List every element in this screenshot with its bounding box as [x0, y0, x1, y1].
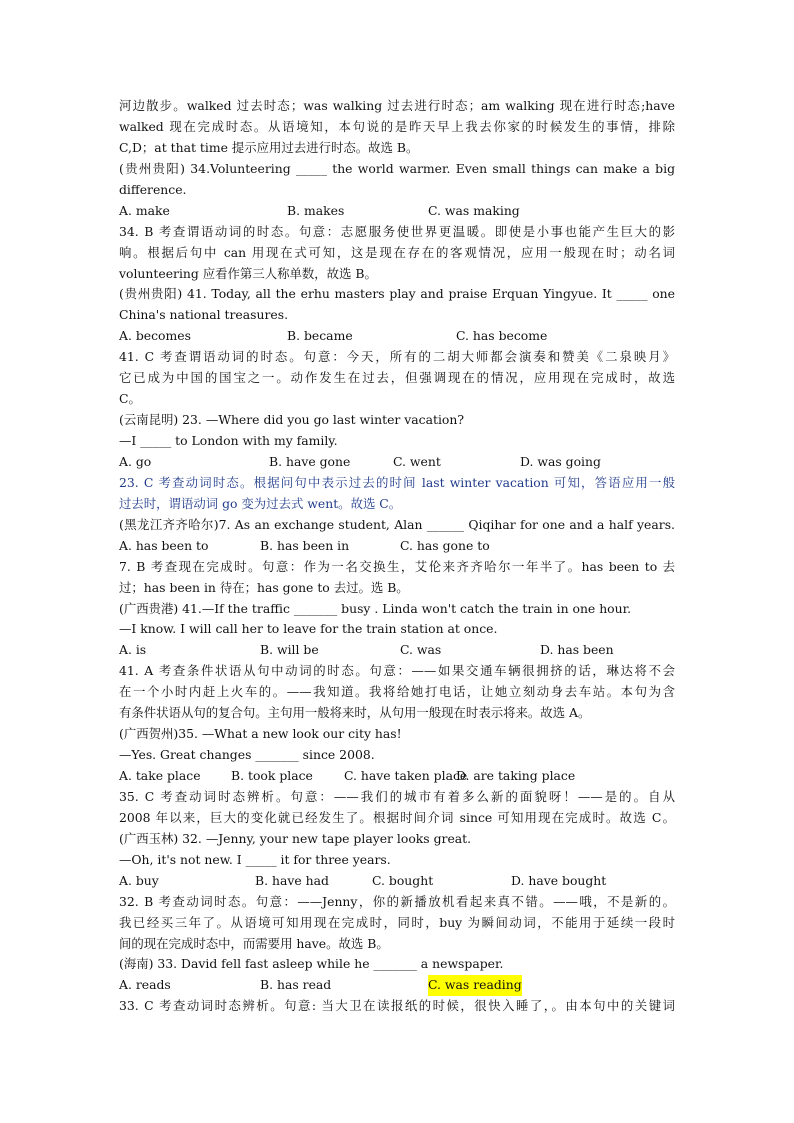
- option-d: D. have bought: [511, 872, 607, 888]
- options-q34: [119, 201, 675, 222]
- text-line: walked 现在完成时态。从语境知，本句说的是昨天早上我去你家的时候发生的事情，排除: [119, 118, 675, 134]
- text-line: 我已经买三年了。从语境可知用现在完成时，同时，buy 为瞬间动词，不能用于延续一段时: [119, 914, 675, 930]
- option-a: A. take place: [119, 768, 201, 783]
- option-d: D. are taking place: [456, 768, 576, 783]
- question-41: (贵州贵阳) 41. Today, all the erhu masters play and praise Erquan Yingyue. It _____ one: [119, 286, 675, 302]
- option-b: B. will be: [260, 642, 319, 658]
- option-b: B. has been in: [260, 537, 350, 553]
- question-34: (贵州贵阳) 34.Volunteering _____ the world warmer. Even small things can make a big: [119, 160, 675, 176]
- option-d: D. was going: [520, 453, 601, 469]
- document-page: [119, 96, 675, 1017]
- question-33: (海南) 33. David fell fast asleep while he _______ a newspaper.: [119, 956, 504, 972]
- option-c-highlighted: C. was reading: [428, 975, 522, 996]
- text-line: 它已成为中国的国宝之一。动作发生在过去，但强调现在的情况，应用现在完成时，故选: [119, 370, 675, 386]
- option-a: A. make: [119, 202, 170, 218]
- option-a: A. buy: [119, 872, 159, 888]
- option-a: A. reads: [119, 977, 171, 993]
- text-line: 在一个小时内赶上火车的。——我知道。我将给她打电话，让她立刻动身去车站。本句为含: [119, 684, 675, 700]
- option-b: B. took place: [231, 768, 313, 783]
- text-line: 响。根据后句中 can 用现在式可知，这是现在存在的客观情况，应用一般现在时；动名词: [119, 244, 675, 260]
- answer-33: 33. C 考查动词时态辨析。句意: 当大卫在读报纸的时候，很快入睡了，。由本句中的关键词: [119, 998, 675, 1014]
- answer-32: 32. B 考查动词时态。句意：——Jenny，你的新播放机看起来真不错。——哦，不是新的。: [119, 893, 675, 909]
- text-line: 有条件状语从句的复合句。主句用一般将来时，从句用一般现在时表示将来。故选 A。: [119, 705, 591, 721]
- question-35: (广西贺州)35. —What a new look our city has!: [119, 726, 402, 742]
- answer-23: 23. C 考查动词时态。根据问句中表示过去的时间 last winter vacation 可知，答语应用一般: [119, 474, 675, 490]
- answer-35: 35. C 考查动词时态辨析。句意：——我们的城市有着多么新的面貌呀！——是的。自从: [119, 788, 675, 804]
- option-b: B. has read: [260, 977, 332, 993]
- option-c: C. has become: [456, 328, 548, 344]
- text-line: 河边散步。walked 过去时态；was walking 过去进行时态；am walking 现在进行时态;have: [119, 98, 675, 113]
- options-q35: [119, 766, 675, 787]
- option-a: A. has been to: [119, 537, 209, 553]
- answer-34: 34. B 考查谓语动词的时态。句意：志愿服务使世界更温暖。即使是小事也能产生巨大的影: [119, 223, 675, 239]
- text-line: —Oh, it's not new. I _____ it for three years.: [119, 851, 391, 867]
- option-c: C. was making: [428, 202, 520, 218]
- question-23: (云南昆明) 23. —Where did you go last winter vacation?: [119, 412, 465, 428]
- text-line: —Yes. Great changes _______ since 2008.: [119, 747, 375, 763]
- answer-41-guigang: 41. A 考查条件状语从句中动词的时态。句意：——如果交通车辆很拥挤的话，琳达将不会: [119, 663, 675, 679]
- options-q7: [119, 536, 675, 557]
- text-line: C。: [119, 391, 141, 407]
- text-line: China's national treasures.: [119, 307, 289, 323]
- options-q32: [119, 871, 675, 892]
- option-a: A. go: [119, 453, 152, 469]
- option-b: B. have had: [255, 872, 329, 888]
- text-line: difference.: [119, 181, 187, 197]
- option-c: C. has gone to: [400, 537, 490, 553]
- text-line: 过；has been in 待在；has gone to 去过。选 B。: [119, 579, 409, 595]
- option-b: B. makes: [287, 202, 345, 218]
- option-c: C. bought: [372, 872, 434, 888]
- option-c: C. have taken place: [344, 768, 468, 783]
- option-b: B. have gone: [269, 453, 351, 469]
- options-q41: [119, 326, 675, 347]
- text-line: C,D；at that time 提示应用过去进行时态。故选 B。: [119, 139, 419, 155]
- option-c: C. was: [400, 642, 442, 658]
- option-d: D. has been: [540, 642, 614, 658]
- text-line: 间的现在完成时态中，而需要用 have。故选 B。: [119, 935, 389, 951]
- option-b: B. became: [287, 328, 353, 344]
- question-32: (广西玉林) 32. —Jenny, your new tape player looks great.: [119, 830, 472, 846]
- text-line: 2008 年以来，巨大的变化就已经发生了。根据时间介词 since 可知用现在完成时。故选 C。: [119, 809, 675, 825]
- question-41-guigang: (广西贵港) 41.—If the traffic _______ busy . Linda won't catch the train in one hour.: [119, 600, 632, 616]
- answer-7: 7. B 考查现在完成时。句意：作为一名交换生，艾伦来齐齐哈尔一年半了。has been to 去: [119, 558, 675, 574]
- answer-41: 41. C 考查谓语动词的时态。句意：今天，所有的二胡大师都会演奏和赞美《二泉映月》: [119, 349, 675, 365]
- question-7: (黑龙江齐齐哈尔)7. As an exchange student, Alan ______ Qiqihar for one and a half years.: [119, 516, 675, 532]
- text-line: —I _____ to London with my family.: [119, 433, 338, 448]
- text-line: 过去时，谓语动词 go 变为过去式 went。故选 C。: [119, 495, 402, 511]
- option-a: A. becomes: [119, 328, 191, 344]
- options-q33: [119, 975, 675, 996]
- text-line: —I know. I will call her to leave for the train station at once.: [119, 621, 498, 637]
- option-a: A. is: [119, 642, 147, 658]
- text-line: volunteering 应看作第三人称单数，故选 B。: [119, 265, 377, 281]
- options-q23: [119, 452, 675, 473]
- option-c: C. went: [393, 453, 441, 469]
- options-q41-guigang: [119, 640, 675, 661]
